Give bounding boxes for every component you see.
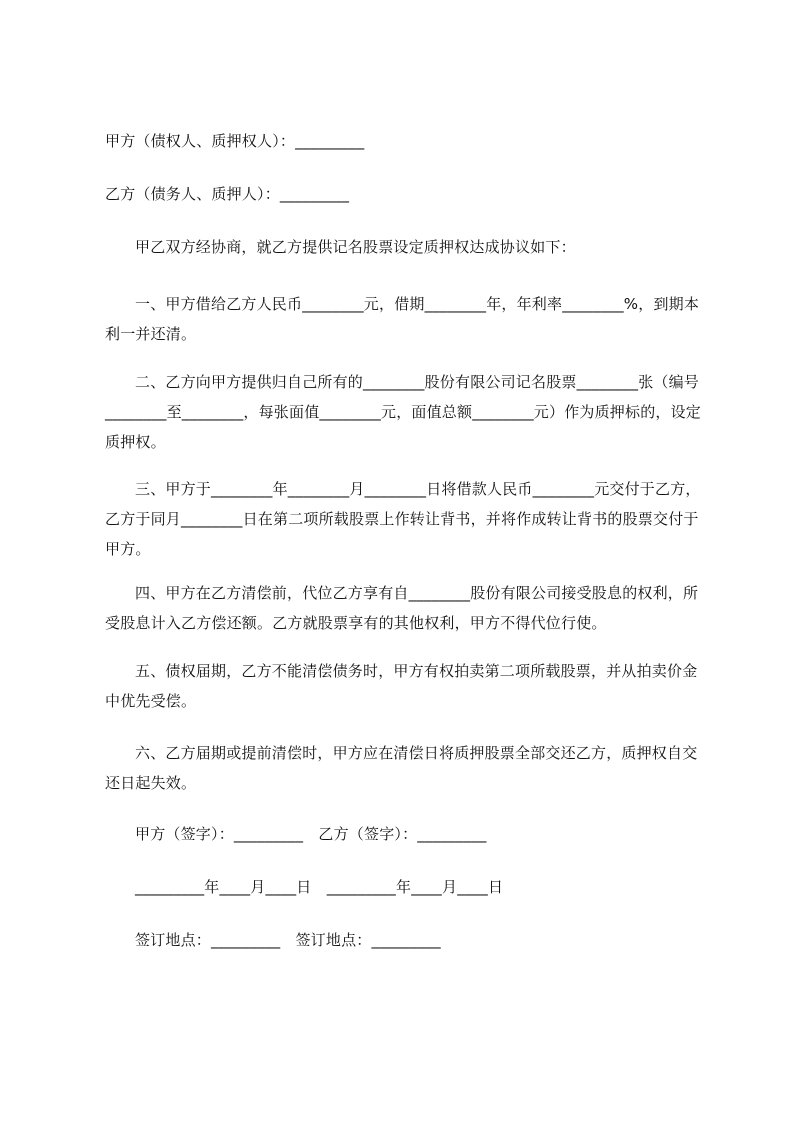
dates-line: _________年____月____日 _________年____月____日 [135,878,504,896]
preamble: 甲乙双方经协商，就乙方提供记名股票设定质押权达成协议如下： [135,238,576,256]
clause-4: 四、甲方在乙方清偿前，代位乙方享有自________股份有限公司接受股息的权利，所受股息计入乙方偿还额。乙方就股票享有的其他权利，甲方不得代位行使。 [105,584,699,632]
clause-1: 一、甲方借给乙方人民币________元，借期________年，年利率________%，到期本利一并还清。 [105,295,700,343]
party-b-line: 乙方（债务人、质押人）：_________ [105,185,350,203]
places-line: 签订地点：_________ 签订地点：_________ [135,931,441,949]
clause-6: 六、乙方届期或提前清偿时，甲方应在清偿日将质押股票全部交还乙方，质押权自交还日起失效。 [105,744,698,792]
clause-2: 二、乙方向甲方提供归自己所有的________股份有限公司记名股票________张（编号________至________，每张面值________元，面值总额________元）作为质押标的，设定质押权。 [105,373,702,451]
clause-5: 五、债权届期，乙方不能清偿债务时，甲方有权拍卖第二项所载股票，并从拍卖价金中优先受偿。 [105,662,698,710]
signatures-line: 甲方（签字）：_________ 乙方（签字）：_________ [135,825,487,843]
clause-3: 三、甲方于________年________月________日将借款人民币________元交付于乙方，乙方于同月________日在第二项所载股票上作转让背书，并将作成转让背书的股票交付于甲方。 [105,480,701,558]
party-a-line: 甲方（债权人、质押权人）：_________ [105,132,365,150]
